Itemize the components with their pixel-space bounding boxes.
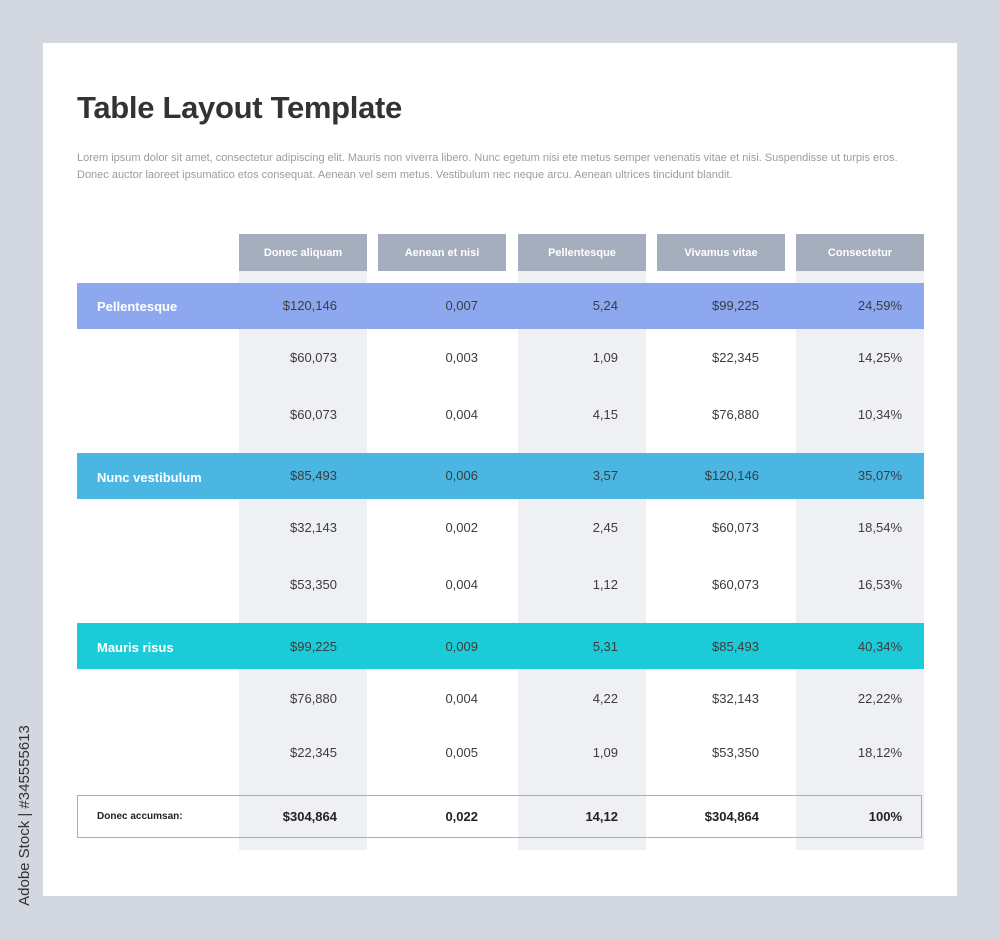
group-band xyxy=(77,283,924,329)
table-cell: 22,22% xyxy=(857,691,902,706)
table-cell: 0,004 xyxy=(445,691,478,706)
summary-cell: $85,493 xyxy=(712,639,759,654)
total-cell: $304,864 xyxy=(282,809,337,824)
summary-cell: $85,493 xyxy=(290,468,337,483)
table-cell: 2,45 xyxy=(592,520,618,535)
table-cell: $76,880 xyxy=(290,691,337,706)
total-cell: 0,022 xyxy=(445,809,478,824)
table-cell: $60,073 xyxy=(290,407,337,422)
summary-cell: 0,007 xyxy=(445,298,478,313)
group-label: Mauris risus xyxy=(97,640,174,655)
summary-cell: 5,31 xyxy=(592,639,618,654)
total-label: Donec accumsan: xyxy=(97,811,183,822)
summary-cell: 40,34% xyxy=(857,639,902,654)
table-cell: 14,25% xyxy=(857,350,902,365)
page-title: Table Layout Template xyxy=(77,90,402,125)
summary-cell: $120,146 xyxy=(704,468,759,483)
group-band xyxy=(77,453,924,499)
summary-cell: 0,006 xyxy=(445,468,478,483)
watermark-text xyxy=(12,703,36,928)
table-cell: 18,12% xyxy=(857,745,902,760)
table-cell: 18,54% xyxy=(857,520,902,535)
summary-cell: 24,59% xyxy=(857,298,902,313)
group-label: Pellentesque xyxy=(97,299,178,314)
table-cell: $60,073 xyxy=(290,350,337,365)
summary-cell: $99,225 xyxy=(712,298,759,313)
table-cell: 0,004 xyxy=(445,577,478,592)
table-cell: 1,09 xyxy=(592,745,618,760)
table-cell: $53,350 xyxy=(290,577,337,592)
table-cell: $22,345 xyxy=(712,350,759,365)
table-cell: $76,880 xyxy=(712,407,759,422)
column-header: Donec aliquam xyxy=(239,234,367,271)
table-cell: 0,002 xyxy=(445,520,478,535)
summary-cell: 0,009 xyxy=(445,639,478,654)
table-cell: 10,34% xyxy=(857,407,902,422)
total-cell: 100% xyxy=(868,809,902,824)
table-cell: 16,53% xyxy=(857,577,902,592)
column-header: Consectetur xyxy=(796,234,924,271)
summary-cell: $120,146 xyxy=(282,298,337,313)
table-cell: $22,345 xyxy=(290,745,337,760)
table-cell: 0,003 xyxy=(445,350,478,365)
table-cell: 1,12 xyxy=(592,577,618,592)
table-cell: 4,15 xyxy=(592,407,618,422)
summary-cell: 5,24 xyxy=(592,298,618,313)
table-cell: $60,073 xyxy=(712,577,759,592)
total-cell: 14,12 xyxy=(585,809,618,824)
column-header: Pellentesque xyxy=(518,234,646,271)
summary-cell: 3,57 xyxy=(592,468,618,483)
total-cell: $304,864 xyxy=(704,809,759,824)
column-header: Aenean et nisi xyxy=(378,234,506,271)
table-cell: 1,09 xyxy=(592,350,618,365)
summary-cell: 35,07% xyxy=(857,468,902,483)
column-header: Vivamus vitae xyxy=(657,234,785,271)
table-cell: $60,073 xyxy=(712,520,759,535)
intro-paragraph: Lorem ipsum dolor sit amet, consectetur adipiscing elit. Mauris non viverra libero. Nunc egetum nisi ete metus semper venenatis vitae et nisi. Suspendisse ut turpis eros. Donec auctor laoreet ipsumatico etos consequat. Aenean vel sem metus. Vestibulum nec neque arcu. Aenean ultrices tincidunt blandit. xyxy=(77,152,898,181)
table-cell: 0,005 xyxy=(445,745,478,760)
group-band xyxy=(77,623,924,669)
table-cell: $53,350 xyxy=(712,745,759,760)
watermark-label: Adobe Stock | #345555613 xyxy=(15,725,33,906)
group-label: Nunc vestibulum xyxy=(97,470,202,485)
total-row xyxy=(77,795,922,838)
table-cell: $32,143 xyxy=(290,520,337,535)
table-cell: $32,143 xyxy=(712,691,759,706)
table-cell: 4,22 xyxy=(592,691,618,706)
summary-cell: $99,225 xyxy=(290,639,337,654)
table-cell: 0,004 xyxy=(445,407,478,422)
